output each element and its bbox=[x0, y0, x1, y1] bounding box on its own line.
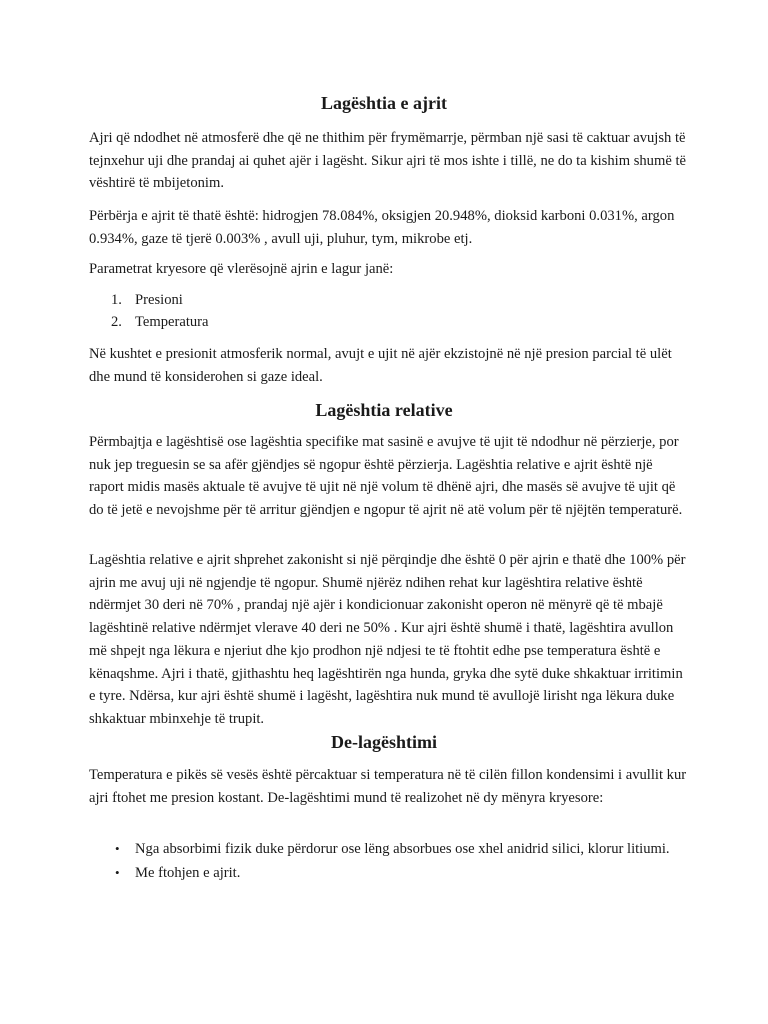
list-item bbox=[89, 838, 689, 860]
relative-humidity-percentage-paragraph: Lagështia relative e ajrit shprehet zakonisht si një përqindje dhe është 0 për ajrin e thatë dhe 100% për ajrin me avuj uji në ngjendje të ngopur. Shumë njërëz ndihen rehat kur lagështira relative është ndërmjet 30 deri në 70% , prandaj një ajër i kondicionuar zakonisht operon në mënyrë që të mbajë lagështinë relative ndërmjet vlerave 40 deri ne 50% . Kur ajri është shumë i thatë, lagështira avullon më shpejt nga lëkura e njeriut dhe kjo prodhon një ndjesi te të ftohtit edhe pse temperatura është e kënaqshme. Ajri i thatë, gjithashtu heq lagështirën nga hunda, gryka dhe sytë duke shkaktuar irritimin e tyre. Ndërsa, kur ajri është shumë i lagësht, lagështira nuk mund të avullojë lirisht nga lëkura duke shkaktuar mbinxehje të trupit. bbox=[89, 552, 686, 727]
relative-humidity-paragraph: Përmbajtja e lagështisë ose lagështia specifike mat sasinë e avujve të ujit të ndodhur në përzierje, por nuk jep treguesin se sa afër gjëndjes së ngopur është përzierja. Lagështia relative e ajrit është një raport midis masës aktuale të avujve të ujit në një volum të dhënë ajri, dhe masës së avujve të ujit që do të jetë e nevojshme për të arritur gjëndjen e ngopur të ajrit në atë volum për të njëjtën temperaturë. bbox=[89, 434, 683, 519]
intro-paragraph: Ajri që ndodhet në atmosferë dhe që ne thithim për frymëmarrje, përmban një sasi të caktuar avujsh të tejnxehur uji dhe prandaj ai quhet ajër i lagësht. Sikur ajri të mos ishte i tillë, ne do ta kishim shumë të vështirë të mbijetonim. bbox=[89, 130, 686, 192]
section-title-lageshtia-relative: Lagështia relative bbox=[315, 400, 453, 420]
list-item-text: Me ftohjen e ajrit. bbox=[135, 865, 241, 881]
list-item-text: Presioni bbox=[135, 292, 183, 308]
parameters-list bbox=[89, 289, 689, 333]
list-item-text: Temperatura bbox=[135, 314, 209, 330]
section-title-de-lageshtimi: De-lagështimi bbox=[331, 732, 437, 752]
list-number: 2. bbox=[111, 314, 122, 330]
section-title-lageshtia-e-ajrit: Lagështia e ajrit bbox=[321, 93, 447, 113]
list-number: 1. bbox=[111, 292, 122, 308]
bullet-icon: • bbox=[115, 865, 120, 880]
bullet-icon: • bbox=[115, 841, 120, 856]
list-item-text: Nga absorbimi fizik duke përdorur ose lëng absorbues ose xhel anidrid silici, klorur litiumi. bbox=[135, 841, 670, 857]
dew-point-paragraph: Temperatura e pikës së vesës është përcaktuar si temperatura në të cilën fillon kondensimi i avullit kur ajri ftohet me presion kostant. De-lagështimi mund të realizohet në dy mënyra kryesore: bbox=[89, 767, 687, 806]
list-item bbox=[89, 862, 689, 884]
list-item bbox=[89, 311, 689, 333]
pressure-paragraph: Në kushtet e presionit atmosferik normal, avujt e ujit në ajër ekzistojnë në një presion parcial të ulët dhe mund të konsiderohen si gaze ideal. bbox=[89, 346, 672, 385]
composition-paragraph: Përbërja e ajrit të thatë është: hidrogjen 78.084%, oksigjen 20.948%, dioksid karboni 0.031%, argon 0.934%, gaze të tjerë 0.003% , avull uji, pluhur, tym, mikrobe etj. bbox=[89, 208, 675, 247]
list-item bbox=[89, 289, 689, 311]
dehumidification-methods-list bbox=[89, 838, 689, 884]
parameters-paragraph: Parametrat kryesore që vlerësojnë ajrin e lagur janë: bbox=[89, 261, 394, 277]
